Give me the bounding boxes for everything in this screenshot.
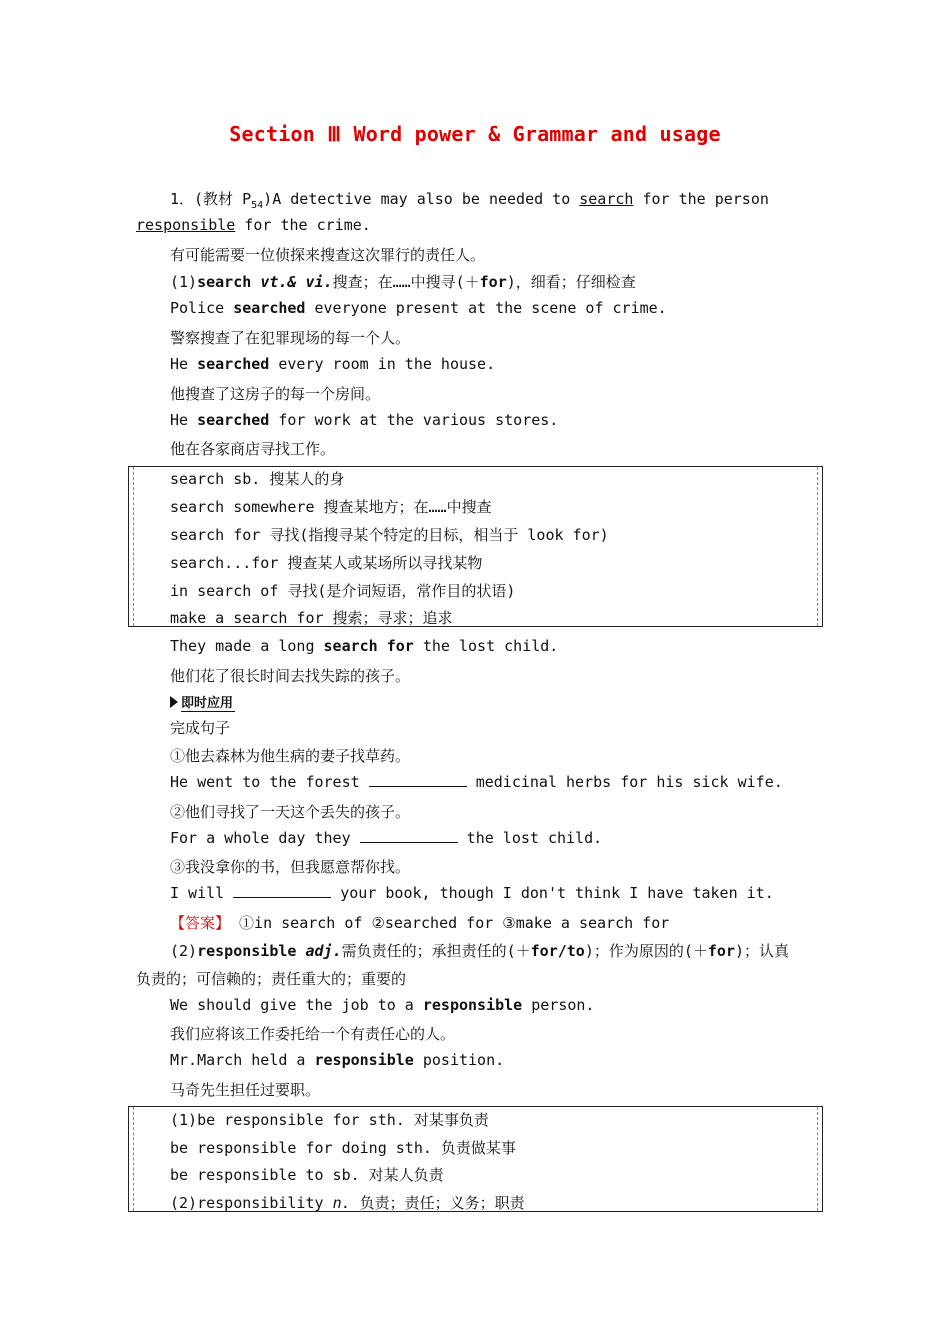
box-dash-left — [133, 1107, 134, 1211]
question-3: I will your book, though I don't think I have taken it. — [170, 884, 774, 902]
play-triangle-icon — [170, 696, 178, 708]
responsible-definition: (2)responsible adj.需负责任的；承担责任的(＋for/to)；作为原因的(＋for)；认真 — [170, 942, 790, 960]
search-example-4: They made a long search for the lost child. — [170, 637, 559, 655]
intro-translation: 有可能需要一位侦探来搜查这次罪行的责任人。 — [170, 246, 486, 264]
responsible-example-1-cn: 我们应将该工作委托给一个有责任心的人。 — [170, 1025, 456, 1043]
question-1: He went to the forest medicinal herbs for his sick wife. — [170, 773, 783, 791]
search-example-1: Police searched everyone present at the scene of crime. — [170, 299, 667, 317]
keyword-search: search — [579, 190, 634, 208]
question-1-cn: ①他去森林为他生病的妻子找草药。 — [170, 747, 411, 765]
textbook-source: (教材 $P_{54}$) — [194, 190, 273, 211]
keyword-responsible: responsible — [136, 216, 236, 234]
search-phrase: make a search for 搜索；寻求；追求 — [170, 609, 453, 627]
question-2: For a whole day they the lost child. — [170, 829, 603, 847]
answer-line: 【答案】 ①in search of ②searched for ③make a search for — [170, 914, 670, 932]
search-phrase: search...for 搜查某人或某场所以寻找某物 — [170, 554, 483, 572]
responsible-phrase: (1)be responsible for sth. 对某事负责 — [170, 1111, 489, 1129]
intro-sentence-line2: responsible for the crime. — [136, 216, 371, 234]
search-phrase: search somewhere 搜查某地方；在……中搜查 — [170, 498, 492, 516]
practice-heading: 完成句子 — [170, 719, 231, 737]
question-2-cn: ②他们寻找了一天这个丢失的孩子。 — [170, 803, 411, 821]
search-phrase: in search of 寻找(是介词短语，常作目的状语) — [170, 582, 516, 600]
answer-blank[interactable] — [360, 830, 458, 843]
practice-tag: 即时应用 — [170, 692, 235, 712]
responsible-example-1: We should give the job to a responsible person. — [170, 996, 595, 1014]
answer-label: 【答案】 — [170, 914, 231, 932]
search-example-2-cn: 他搜查了这房子的每一个房间。 — [170, 385, 381, 403]
search-phrase: search sb. 搜某人的身 — [170, 470, 345, 488]
search-example-3: He searched for work at the various stores. — [170, 411, 559, 429]
answer-blank[interactable] — [369, 774, 467, 787]
question-3-cn: ③我没拿你的书，但我愿意帮你找。 — [170, 858, 411, 876]
box-dash-left — [133, 467, 134, 626]
box-dash-right — [817, 467, 818, 626]
answer-blank[interactable] — [233, 885, 331, 898]
search-phrase: search for 寻找(指搜寻某个特定的目标，相当于 look for) — [170, 526, 609, 544]
intro-sentence-line1: 1．(教材 $P_{54})A$ detective may also be needed to search for the person — [170, 190, 769, 211]
responsible-example-2-cn: 马奇先生担任过要职。 — [170, 1081, 321, 1099]
responsible-phrase: (2)responsibility n. 负责；责任；义务；职责 — [170, 1194, 525, 1212]
search-example-4-cn: 他们花了很长时间去找失踪的孩子。 — [170, 667, 411, 685]
search-definition: (1)search vt.& vi.搜查；在……中搜寻(＋for)，细看；仔细检查 — [170, 273, 636, 291]
search-example-3-cn: 他在各家商店寻找工作。 — [170, 440, 336, 458]
item-number: 1． — [170, 190, 195, 208]
search-example-2: He searched every room in the house. — [170, 355, 496, 373]
responsible-example-2: Mr.March held a responsible position. — [170, 1051, 505, 1069]
responsible-phrase: be responsible for doing sth. 负责做某事 — [170, 1139, 516, 1157]
search-example-1-cn: 警察搜查了在犯罪现场的每一个人。 — [170, 329, 411, 347]
search-phrases-box — [128, 466, 823, 627]
responsible-definition-cont: 负责的；可信赖的；责任重大的；重要的 — [136, 970, 407, 988]
responsible-phrase: be responsible to sb. 对某人负责 — [170, 1166, 444, 1184]
box-dash-right — [817, 1107, 818, 1211]
section-title: Section Ⅲ Word power & Grammar and usage — [229, 122, 721, 146]
